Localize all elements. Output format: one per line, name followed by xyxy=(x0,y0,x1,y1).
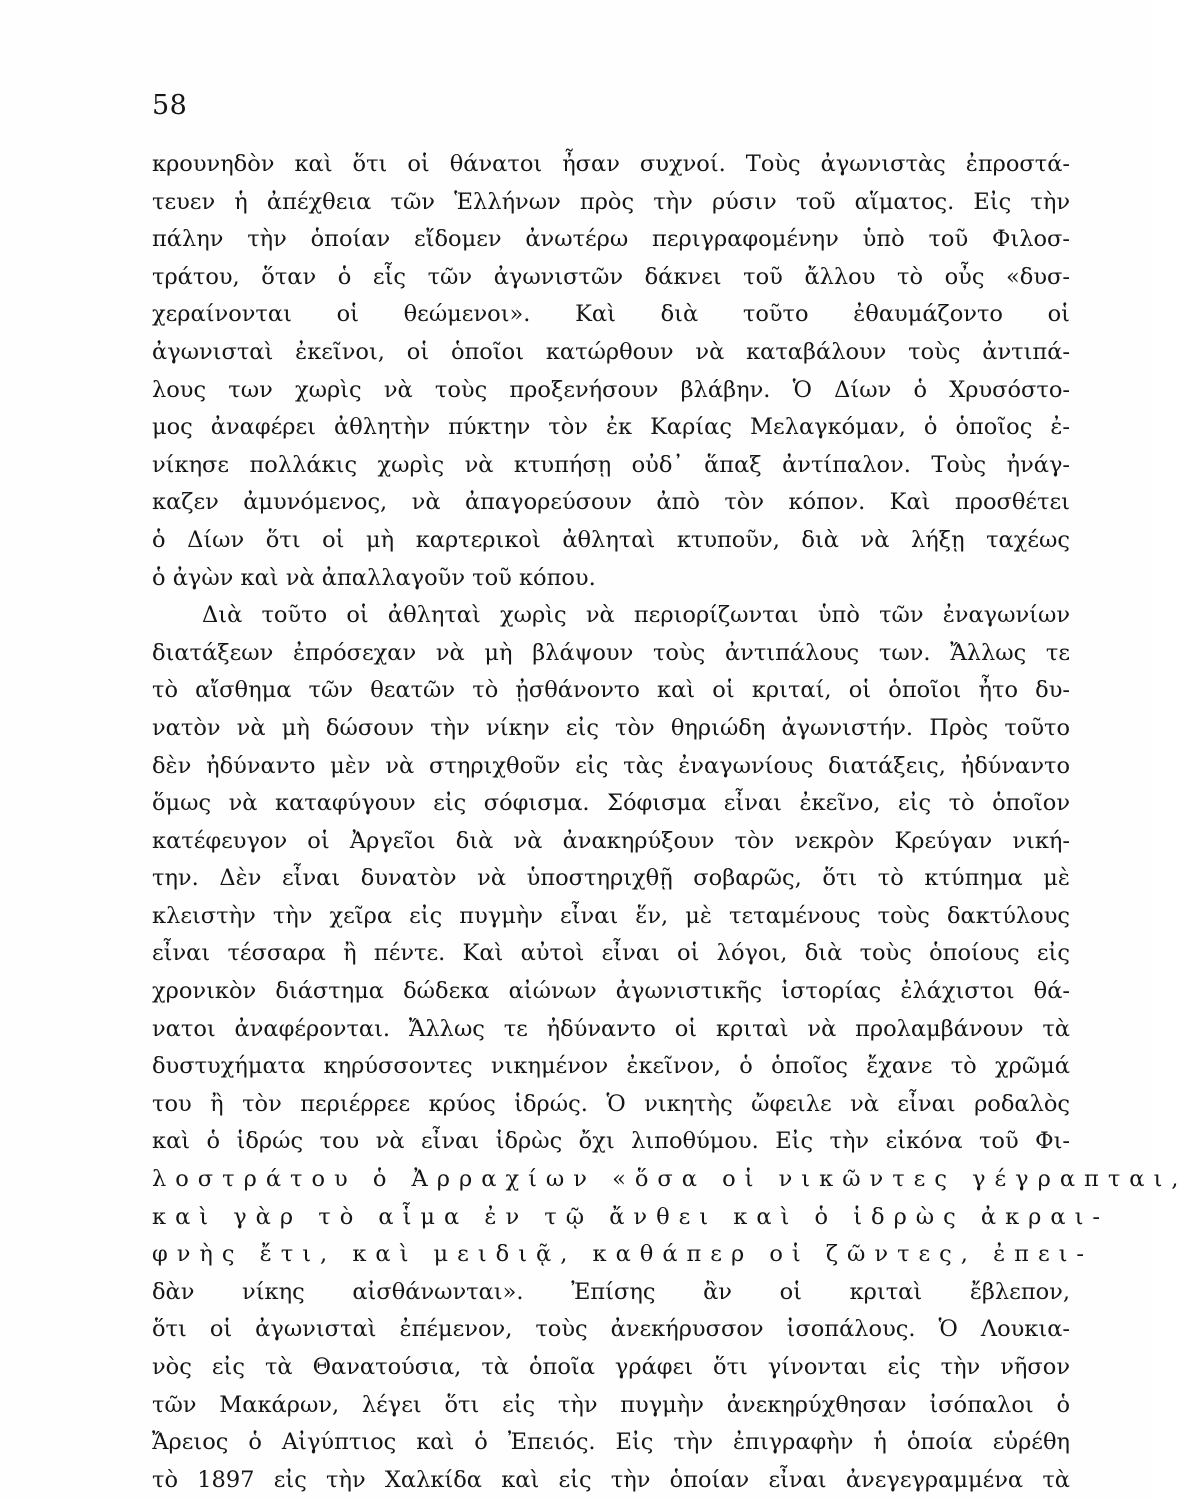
text-line: του ἢ τὸν περιέρρεε κρύος ἱδρώς. Ὁ νικητὴς ὤφειλε νὰ εἶναι ροδαλὸς xyxy=(152,1090,1070,1117)
text-line-quotation: λοστράτου ὁ Ἀρραχίων «ὅσα οἱ νικῶντες γέγραπται, xyxy=(152,1166,1187,1193)
text-line: καὶ ὁ ἱδρώς του νὰ εἶναι ἱδρὼς ὄχι λιποθύμου. Εἰς τὴν εἰκόνα τοῦ Φι- xyxy=(152,1128,1070,1155)
text-line: ὁ Δίων ὅτι οἱ μὴ καρτερικοὶ ἀθληταὶ κτυποῦν, διὰ νὰ λήξῃ ταχέως xyxy=(152,526,1070,553)
text-line: τράτου, ὅταν ὁ εἷς τῶν ἀγωνιστῶν δάκνει τοῦ ἄλλου τὸ οὖς «δυσ- xyxy=(152,263,1070,290)
text-line: χρονικὸν διάστημα δώδεκα αἰώνων ἀγωνιστικῆς ἱστορίας ἐλάχιστοι θά- xyxy=(152,978,1070,1005)
page-number: 58 xyxy=(152,90,188,121)
text-line: Διὰ τοῦτο οἱ ἀθληταὶ χωρὶς νὰ περιορίζωνται ὑπὸ τῶν ἐναγωνίων xyxy=(202,602,1070,629)
text-line-quotation: καὶ γὰρ τὸ αἷμα ἐν τῷ ἄνθει καὶ ὁ ἱδρὼς ἀκραι- xyxy=(152,1203,1110,1230)
text-line: διατάξεων ἐπρόσεχαν νὰ μὴ βλάψουν τοὺς ἀντιπάλους των. Ἄλλως τε xyxy=(152,639,1070,666)
text-line: Ἄρειος ὁ Αἰγύπτιος καὶ ὁ Ἐπειός. Εἰς τὴν ἐπιγραφὴν ἡ ὁποία εὑρέθη xyxy=(152,1429,1070,1456)
text-line: τῶν Μακάρων, λέγει ὅτι εἰς τὴν πυγμὴν ἀνεκηρύχθησαν ἰσόπαλοι ὁ xyxy=(152,1391,1070,1418)
text-line: την. Δὲν εἶναι δυνατὸν νὰ ὑποστηριχθῇ σοβαρῶς, ὅτι τὸ κτύπημα μὲ xyxy=(152,865,1070,892)
text-line: νατὸν νὰ μὴ δώσουν τὴν νίκην εἰς τὸν θηριώδη ἀγωνιστήν. Πρὸς τοῦτο xyxy=(152,714,1070,741)
text-line: χεραίνονται οἱ θεώμενοι». Καὶ διὰ τοῦτο ἐθαυμάζοντο οἱ xyxy=(152,301,1070,328)
text-line: καζεν ἀμυνόμενος, νὰ ἀπαγορεύσουν ἀπὸ τὸν κόπον. Καὶ προσθέτει xyxy=(152,489,1070,516)
text-line: δὲν ἠδύναντο μὲν νὰ στηριχθοῦν εἰς τὰς ἐναγωνίους διατάξεις, ἠδύναντο xyxy=(152,752,1070,779)
text-line: λους των χωρὶς νὰ τοὺς προξενήσουν βλάβην. Ὁ Δίων ὁ Χρυσόστο- xyxy=(152,376,1070,403)
text-line: τὸ αἴσθημα τῶν θεατῶν τὸ ᾐσθάνοντο καὶ οἱ κριταί, οἱ ὁποῖοι ἦτο δυ- xyxy=(152,677,1070,704)
body-text xyxy=(152,146,1187,1499)
text-line: τὸ 1897 εἰς τὴν Χαλκίδα καὶ εἰς τὴν ὁποίαν εἶναι ἀνεγεγραμμένα τὰ xyxy=(152,1466,1070,1493)
text-line-quotation: δὰν νίκης αἰσθάνωνται». Ἐπίσης ἂν οἱ κριταὶ ἔβλεπον, xyxy=(152,1278,1070,1305)
text-line: πάλην τὴν ὁποίαν εἴδομεν ἀνωτέρω περιγραφομένην ὑπὸ τοῦ Φιλοσ- xyxy=(152,226,1070,253)
text-line: κλειστὴν τὴν χεῖρα εἰς πυγμὴν εἶναι ἕν, μὲ τεταμένους τοὺς δακτύλους xyxy=(152,902,1070,929)
text-line: νὸς εἰς τὰ Θανατούσια, τὰ ὁποῖα γράφει ὅτι γίνονται εἰς τὴν νῆσον xyxy=(152,1354,1070,1380)
text-line: εἶναι τέσσαρα ἢ πέντε. Καὶ αὐτοὶ εἶναι οἱ λόγοι, διὰ τοὺς ὁποίους εἰς xyxy=(152,940,1070,967)
text-line: τευεν ἡ ἀπέχθεια τῶν Ἑλλήνων πρὸς τὴν ρύσιν τοῦ αἵματος. Εἰς τὴν xyxy=(152,188,1070,215)
text-line: νατοι ἀναφέρονται. Ἄλλως τε ἠδύναντο οἱ κριταὶ νὰ προλαμβάνουν τὰ xyxy=(152,1015,1070,1042)
text-line: μος ἀναφέρει ἀθλητὴν πύκτην τὸν ἐκ Καρίας Μελαγκόμαν, ὁ ὁποῖος ἐ- xyxy=(152,414,1070,441)
text-line: δυστυχήματα κηρύσσοντες νικημένον ἐκεῖνον, ὁ ὁποῖος ἔχανε τὸ χρῶμά xyxy=(152,1053,1070,1080)
text-line: κρουνηδὸν καὶ ὅτι οἱ θάνατοι ἦσαν συχνοί. Τοὺς ἀγωνιστὰς ἐπροστά- xyxy=(152,151,1070,177)
text-line: ἀγωνισταὶ ἐκεῖνοι, οἱ ὁποῖοι κατώρθουν νὰ καταβάλουν τοὺς ἀντιπά- xyxy=(152,338,1070,365)
text-line: ὅμως νὰ καταφύγουν εἰς σόφισμα. Σόφισμα εἶναι ἐκεῖνο, εἰς τὸ ὁποῖον xyxy=(152,790,1070,817)
text-line-quotation: φνὴς ἔτι, καὶ μειδιᾷ, καθάπερ οἱ ζῶντες, ἐπει- xyxy=(152,1241,1094,1268)
paragraph-2 xyxy=(152,597,1187,1499)
text-line: νίκησε πολλάκις χωρὶς νὰ κτυπήσῃ οὐδ᾽ ἅπαξ ἀντίπαλον. Τοὺς ἠνάγ- xyxy=(152,451,1070,478)
text-line: ὁ ἀγὼν καὶ νὰ ἀπαλλαγοῦν τοῦ κόπου. xyxy=(152,564,596,591)
paragraph-1 xyxy=(152,146,1070,597)
text-line: κατέφευγον οἱ Ἀργεῖοι διὰ νὰ ἀνακηρύξουν τὸν νεκρὸν Κρεύγαν νική- xyxy=(152,827,1070,854)
text-line: ὅτι οἱ ἀγωνισταὶ ἐπέμενον, τοὺς ἀνεκήρυσσον ἰσοπάλους. Ὁ Λουκια- xyxy=(152,1316,1070,1343)
